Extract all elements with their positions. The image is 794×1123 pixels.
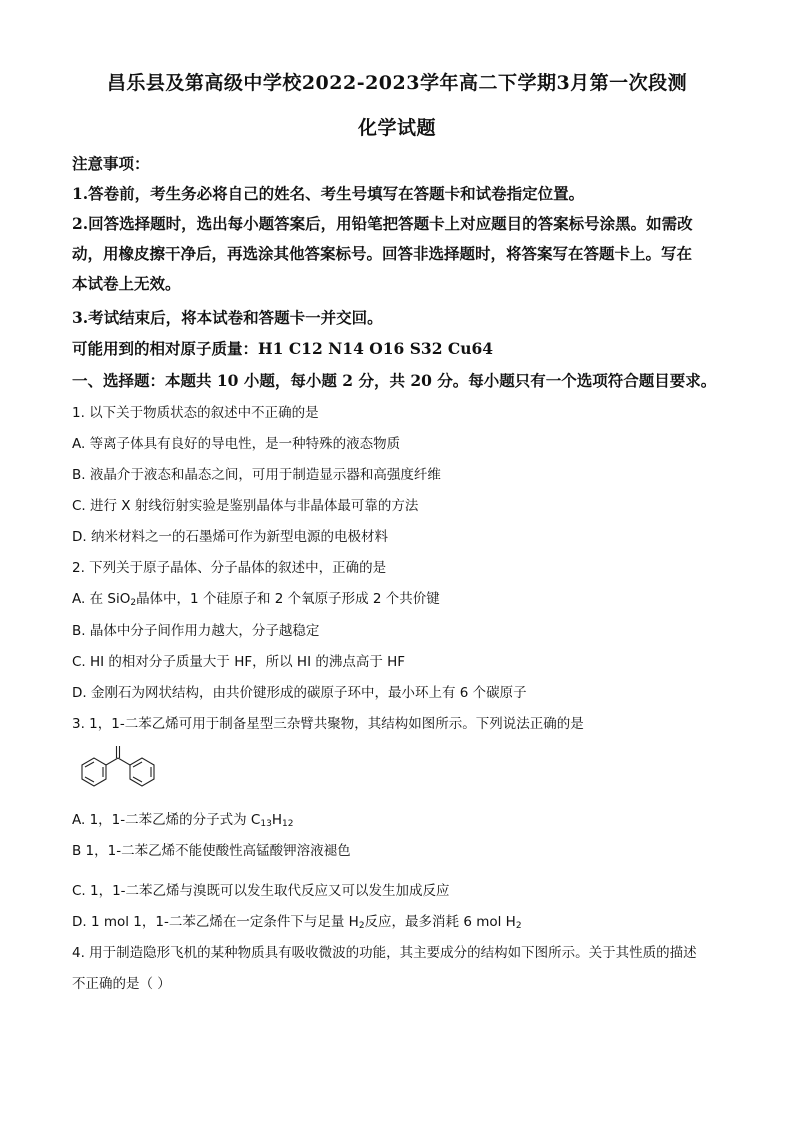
q2-option-b: B. 晶体中分子间作用力越大，分子越稳定 bbox=[72, 623, 320, 639]
q1-option-a: A. 等离子体具有良好的导电性，是一种特殊的液态物质 bbox=[72, 436, 401, 452]
notes-item-2-line-2: 动，用橡皮擦干净后，再选涂其他答案标号。回答非选择题时，将答案写在答题卡上。写在 bbox=[72, 244, 693, 263]
notes-heading: 注意事项： bbox=[72, 154, 150, 173]
exam-title: 昌乐县及第高级中学校2022-2023学年高二下学期3月第一次段测 bbox=[106, 72, 688, 94]
q2-option-c: C. HI 的相对分子质量大于 HF，所以 HI 的沸点高于 HF bbox=[72, 654, 406, 670]
section-heading: 一、选择题：本题共 10 小题，每小题 2 分，共 20 分。每小题只有一个选项符合题目要求。 bbox=[72, 371, 717, 390]
q1-option-d: D. 纳米材料之一的石墨烯可作为新型电源的电极材料 bbox=[72, 529, 388, 545]
q3-option-a: A. 1，1-二苯乙烯的分子式为 $C_{13}H_{12}$ bbox=[72, 812, 294, 829]
q4-stem-line-1: 4. 用于制造隐形飞机的某种物质具有吸收微波的功能，其主要成分的结构如下图所示。关于其性质的描述 bbox=[72, 945, 697, 961]
atomic-masses: 可能用到的相对原子质量：H1 C12 N14 O16 S32 Cu64 bbox=[72, 339, 494, 358]
diphenylethylene-structure bbox=[70, 745, 170, 797]
q2-stem: 2. 下列关于原子晶体、分子晶体的叙述中，正确的是 bbox=[72, 560, 387, 576]
q3-option-d: D. 1 mol 1，1-二苯乙烯在一定条件下与足量 $H_2$反应，最多消耗 6 mol $H_2$ bbox=[72, 914, 522, 931]
q3-option-b: B 1，1-二苯乙烯不能使酸性高锰酸钾溶液褪色 bbox=[72, 843, 351, 859]
q1-option-c: C. 进行 X 射线衍射实验是鉴别晶体与非晶体最可靠的方法 bbox=[72, 498, 419, 514]
notes-item-2-line-1: 2.回答选择题时，选出每小题答案后，用铅笔把答题卡上对应题目的答案标号涂黑。如需改 bbox=[72, 214, 693, 233]
notes-item-1: 1.答卷前，考生务必将自己的姓名、考生号填写在答题卡和试卷指定位置。 bbox=[72, 184, 585, 203]
q2-option-d: D. 金刚石为网状结构，由共价键形成的碳原子环中，最小环上有 6 个碳原子 bbox=[72, 685, 527, 701]
notes-item-2-line-3: 本试卷上无效。 bbox=[72, 274, 181, 293]
notes-item-3: 3.考试结束后，将本试卷和答题卡一并交回。 bbox=[72, 308, 383, 327]
q1-option-b: B. 液晶介于液态和晶态之间，可用于制造显示器和高强度纤维 bbox=[72, 467, 441, 483]
q3-option-c: C. 1，1-二苯乙烯与溴既可以发生取代反应又可以发生加成反应 bbox=[72, 883, 450, 899]
q3-stem: 3. 1，1-二苯乙烯可用于制备星型三杂臂共聚物，其结构如图所示。下列说法正确的是 bbox=[72, 716, 584, 732]
q4-stem-line-2: 不正确的是（ ） bbox=[72, 976, 171, 992]
subject-title: 化学试题 bbox=[357, 117, 436, 139]
q1-stem: 1. 以下关于物质状态的叙述中不正确的是 bbox=[72, 405, 319, 421]
q2-option-a: A. 在 SiO$_2$晶体中，1 个硅原子和 2 个氧原子形成 2 个共价键 bbox=[72, 591, 440, 608]
